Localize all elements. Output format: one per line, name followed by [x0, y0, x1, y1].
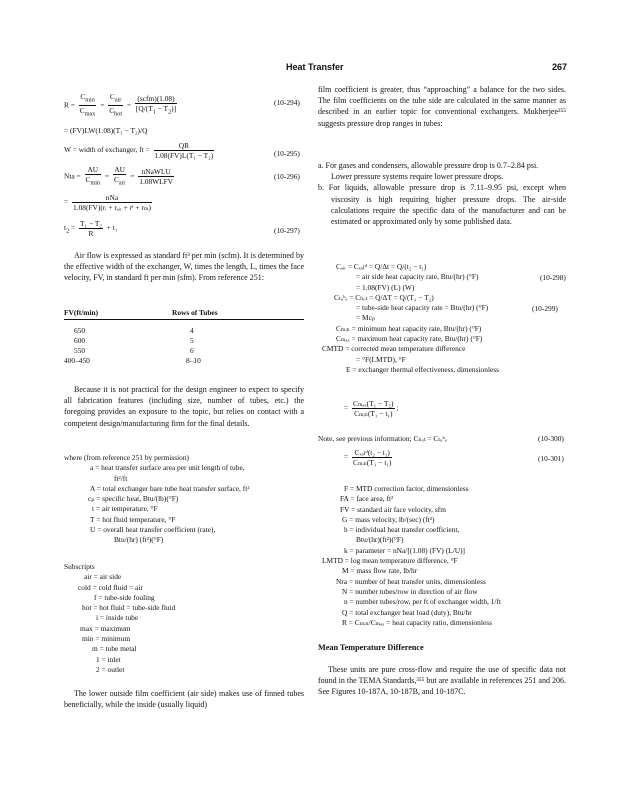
equation-effectiveness-2: = $\frac{\text{Cₓₒₗᵈ(t₂ − t₁)}}{\text{Cₘᵢₙ(T₁ − t₁)}}$ [344, 448, 392, 467]
t2-tail: + t₁ [106, 223, 118, 233]
table-header-rows: Rows of Tubes [172, 308, 304, 320]
equation-number: (10-298) [540, 273, 566, 282]
equation-number: (10-297) [274, 226, 300, 235]
equation-number: (10-294) [274, 98, 300, 107]
table-row: 550 6 [74, 346, 194, 355]
paragraph-air-flow: Air flow is expressed as standard ft³ per min (scfm). It is determined by the effective width of the exchanger, W, times the length, L, times the face velocity, FV, in standard ft per min (sfm). From reference 251: [64, 251, 304, 283]
paragraph-film-coefficient-cont: film coefficient is greater, thus “approaching” a balance for the two sides. The film coefficients on the tube side are calculated in the same manner as described in an earlier topic for conventional exchangers. Mukherjee²⁵⁵ suggests pressure drop ranges in tubes: [318, 85, 566, 128]
where-heading: where (from reference 251 by permission) [64, 453, 189, 462]
subscripts-heading: Subscripts [64, 562, 95, 571]
running-header-title: Heat Transfer [286, 62, 344, 72]
t2-denominator: R [88, 229, 94, 238]
list-item-a: a. For gases and condensers, allowable pressure drop is 0.7–2.84 psi. [318, 161, 539, 170]
w-definition: W = width of exchanger, ft = [64, 145, 150, 155]
nta-numerator: nNa [72, 193, 152, 203]
paragraph-fabrication: Because it is not practical for the design engineer to expect to specify all fabrication features (including size, number of tubes, etc.) the foregoing provides an exposure to the topic, but relies on contact with a competent design/manufacturing firm for the final details. [64, 385, 304, 428]
list-item-a-note: Lower pressure systems require lower pressure drops. [331, 172, 504, 182]
equation-nta-line2: = $\frac{\text{nNa}}{\text{1.08(FV)(rᵢ + rₐᵢᵣ + rᶠ + rₘ)}}$ [64, 193, 151, 212]
equation-r-ratio: R = $\frac{C_{min}}{C_{max}}$ = $\frac{C_{air}}{C_{hot}}$ = $\frac{\text{(scfm)(1.08)}}{[Q/(T_1 - T_2)]}$ [64, 92, 177, 118]
equation-r-line2: = (FV)LW(1.08)(T₁ − T₂)/Q [64, 126, 148, 135]
t2-numerator: T₁ − T₂ [80, 219, 102, 228]
subscripts-list: Subscripts air = air side cold = cold fluid = air f = tube-side fouling hot = hot fluid = tube-side fluid i = inside tube max = maximum min = minimum m = tube metal 1 = inlet 2 = outlet [64, 562, 176, 674]
equation-number: (10-300) [538, 434, 564, 443]
table-row: 650 4 [74, 326, 194, 335]
table-header-fv: FV(ft/min) [64, 308, 172, 320]
pressure-drop-list [318, 160, 566, 227]
equation-number: (10-299) [532, 304, 558, 313]
paragraph-mean-temperature: These units are pure cross-flow and require the use of specific data not found in the TEMA Standards,³⁵⁵ but are available in references 251 and 206. See Figures 10-187A, 10-187B, and 10-187C. [318, 665, 566, 697]
table-row: 400–450 8–10 [64, 356, 201, 365]
nta-denominator: 1.08(FV)(rᵢ + rₐᵢᵣ + rᶠ + rₘ) [73, 203, 151, 212]
equation-w [64, 141, 216, 160]
section-heading: Mean Temperature Difference [318, 643, 424, 652]
w-numerator: QR [154, 141, 215, 151]
where-definitions: where (from reference 251 by permission) a = heat transfer surface area per unit length of tube, ft²/ft A = total exchanger bare tube heat transfer surface, ft² cₚ = specific heat, Btu/(lb)(°F) t = air temperature, °F T = hot fluid temperature, °F U = overall heat transfer coefficient (rate), Btu/(hr) (ft²)(°F) [64, 453, 250, 545]
w-denominator: 1.08(FV)L(T₁ − T₂) [154, 151, 214, 160]
heat-capacity-definitions: Cₐᵢᵣ = Cₓₒₗᵈ = Q/Δt = Q/(t₂ − t₁) = air side heat capacity rate, Btu/(hr) (°F) = 1.08(FV) (L) (W) Cₜᵤᵇₑ = Cₕₒₜ = Q/ΔT = Q/(T₁ − T₂) = tube-side heat capacity rate = Btu/(hr) (°F) = Mcₚ Cₘᵢₙ = minimum heat capacity rate, Btu/(hr) (°F) Cₘₐₓ = maximum heat capacity rate, Btu/(hr) (°F) CMTD = corrected mean temperature difference = °F(LMTD), °F E = exchanger thermal effectiveness, dimensionless [322, 262, 500, 374]
equation-t2: $t_2$ = $\frac{\text{T₁ − T₂}}{R}$ + t₁ [64, 219, 118, 238]
equation-number: (10-295) [274, 149, 300, 158]
page-number: 267 [552, 62, 568, 72]
equation-number: (10-296) [274, 172, 300, 181]
list-item-b: b. For liquids, allowable pressure drop is 7.11–9.95 psi, except when viscosity is high requiring higher pressure drops. The air-side calculations require the specific data of the manufacturer and can be estimated or approximated only by some published data. [318, 183, 566, 227]
note-line: Note, see previous information; Cₕₒₜ = Cₜᵤᵇₑ [318, 434, 447, 443]
equation-effectiveness-1: = $\frac{\text{Cₘₐₓ(T₁ − T₂)}}{\text{Cₘᵢₙ(T₁ − t₁)}}$ ; [344, 399, 399, 418]
equation-nta: Nta = $\frac{AU}{C_{min}}$ = $\frac{AU}{C_{air}}$ = $\frac{\text{nNaWLU}}{\text{1.08WLFV}}$ [64, 165, 174, 187]
fv-rows-table [64, 308, 304, 366]
equation-number: (10-301) [538, 454, 564, 463]
nomenclature-definitions: F = MTD correction factor, dimensionless FA = face area, ft² FV = standard air face velocity, sfm G = mass velocity, lb/(sec) (ft²) h = individual heat transfer coefficient, Btu/(hr)(ft²)(°F) k = parameter = nNa/[(1.08) (FV) (L/U)] LMTD = log mean temperature difference, °F M = mass flow rate, lb/hr Nra = number of heat transfer units, dimensionless N = number tubes/row in direction of air flow n = number tubes/row, per ft of exchanger width, 1/ft Q = total exchanger heat load (duty), Btu/hr R = Cₘᵢₙ/Cₘₐₓ = heat capacity ratio, dimensionless [322, 484, 501, 627]
table-row: 600 5 [74, 336, 194, 345]
paragraph-film-coefficient: The lower outside film coefficient (air side) makes use of finned tubes beneficially, while the inside (usually liquid) [64, 689, 304, 710]
